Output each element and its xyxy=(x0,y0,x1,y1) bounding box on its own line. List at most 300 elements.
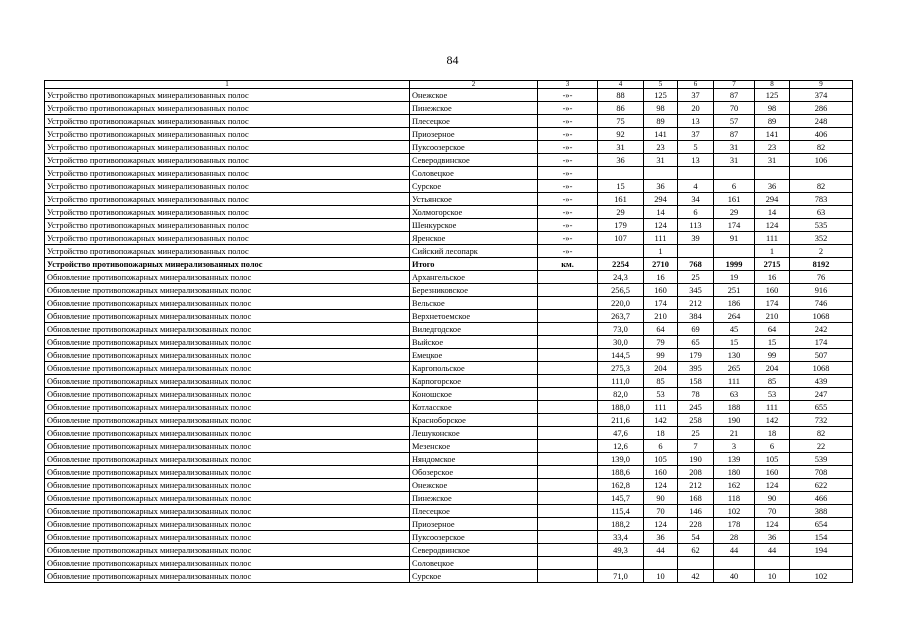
value-cell: 75 xyxy=(598,115,644,128)
total-cell: 106 xyxy=(790,154,853,167)
value-cell: 70 xyxy=(714,102,755,115)
value-cell: 30,0 xyxy=(598,336,644,349)
column-number: 6 xyxy=(678,81,714,89)
table-row xyxy=(45,336,853,349)
value-cell: 14 xyxy=(755,206,790,219)
value-cell: 275,3 xyxy=(598,362,644,375)
work-type-cell: Устройство противопожарных минерализованных полос xyxy=(45,128,410,141)
value-cell: 251 xyxy=(714,284,755,297)
work-type-cell: Устройство противопожарных минерализованных полос xyxy=(45,89,410,102)
total-cell: 1068 xyxy=(790,362,853,375)
table-row xyxy=(45,518,853,531)
value-cell: 53 xyxy=(644,388,678,401)
work-type-cell: Обновление противопожарных минерализованных полос xyxy=(45,557,410,570)
unit-cell xyxy=(538,544,598,557)
unit-cell xyxy=(538,492,598,505)
value-cell: 174 xyxy=(714,219,755,232)
unit-cell: -»- xyxy=(538,102,598,115)
value-cell: 102 xyxy=(714,505,755,518)
unit-cell: -»- xyxy=(538,206,598,219)
total-cell xyxy=(790,557,853,570)
value-cell: 111,0 xyxy=(598,375,644,388)
value-cell: 5 xyxy=(678,141,714,154)
work-type-cell: Обновление противопожарных минерализованных полос xyxy=(45,323,410,336)
value-cell xyxy=(714,167,755,180)
value-cell: 90 xyxy=(644,492,678,505)
value-cell: 220,0 xyxy=(598,297,644,310)
work-type-cell: Устройство противопожарных минерализованных полос xyxy=(45,232,410,245)
value-cell: 90 xyxy=(755,492,790,505)
value-cell xyxy=(755,557,790,570)
table-row xyxy=(45,284,853,297)
total-cell: 154 xyxy=(790,531,853,544)
value-cell: 92 xyxy=(598,128,644,141)
total-cell: 286 xyxy=(790,102,853,115)
unit-cell: -»- xyxy=(538,167,598,180)
unit-cell: -»- xyxy=(538,232,598,245)
value-cell: 124 xyxy=(644,219,678,232)
work-type-cell: Обновление противопожарных минерализованных полос xyxy=(45,297,410,310)
total-cell: 174 xyxy=(790,336,853,349)
value-cell: 91 xyxy=(714,232,755,245)
forestry-cell: Онежское xyxy=(410,89,538,102)
value-cell: 161 xyxy=(598,193,644,206)
total-cell: 374 xyxy=(790,89,853,102)
table-total-row xyxy=(45,258,853,271)
value-cell: 208 xyxy=(678,466,714,479)
unit-cell xyxy=(538,531,598,544)
value-cell: 69 xyxy=(678,323,714,336)
column-number: 7 xyxy=(714,81,755,89)
value-cell: 118 xyxy=(714,492,755,505)
total-cell: 352 xyxy=(790,232,853,245)
unit-cell xyxy=(538,388,598,401)
unit-cell xyxy=(538,310,598,323)
value-cell: 20 xyxy=(678,102,714,115)
unit-cell: -»- xyxy=(538,128,598,141)
column-number-row xyxy=(45,81,853,89)
work-type-cell: Устройство противопожарных минерализованных полос xyxy=(45,206,410,219)
value-cell: 65 xyxy=(678,336,714,349)
value-cell: 160 xyxy=(755,284,790,297)
unit-cell xyxy=(538,375,598,388)
value-cell: 1 xyxy=(644,245,678,258)
table-row xyxy=(45,154,853,167)
value-cell: 88 xyxy=(598,89,644,102)
value-cell: 105 xyxy=(644,453,678,466)
value-cell: 124 xyxy=(755,479,790,492)
value-cell: 256,5 xyxy=(598,284,644,297)
table-row xyxy=(45,362,853,375)
work-type-cell: Устройство противопожарных минерализованных полос xyxy=(45,102,410,115)
value-cell: 87 xyxy=(714,128,755,141)
total-cell: 8192 xyxy=(790,258,853,271)
value-cell: 87 xyxy=(714,89,755,102)
work-type-cell: Обновление противопожарных минерализованных полос xyxy=(45,401,410,414)
unit-cell xyxy=(538,362,598,375)
table-row xyxy=(45,388,853,401)
value-cell: 190 xyxy=(714,414,755,427)
unit-cell xyxy=(538,479,598,492)
table-row xyxy=(45,128,853,141)
value-cell: 36 xyxy=(598,154,644,167)
value-cell: 124 xyxy=(755,518,790,531)
value-cell: 190 xyxy=(678,453,714,466)
table-row xyxy=(45,505,853,518)
value-cell: 111 xyxy=(644,401,678,414)
value-cell: 115,4 xyxy=(598,505,644,518)
value-cell xyxy=(598,245,644,258)
forestry-cell: Красноборское xyxy=(410,414,538,427)
forestry-cell: Шенкурское xyxy=(410,219,538,232)
table-row xyxy=(45,167,853,180)
value-cell: 53 xyxy=(755,388,790,401)
value-cell: 21 xyxy=(714,427,755,440)
value-cell: 211,6 xyxy=(598,414,644,427)
value-cell: 44 xyxy=(644,544,678,557)
total-cell: 654 xyxy=(790,518,853,531)
value-cell: 64 xyxy=(644,323,678,336)
unit-cell xyxy=(538,466,598,479)
value-cell: 142 xyxy=(755,414,790,427)
column-number: 3 xyxy=(538,81,598,89)
value-cell: 18 xyxy=(644,427,678,440)
value-cell: 174 xyxy=(755,297,790,310)
work-type-cell: Устройство противопожарных минерализованных полос xyxy=(45,245,410,258)
value-cell: 34 xyxy=(678,193,714,206)
value-cell: 7 xyxy=(678,440,714,453)
work-type-cell: Обновление противопожарных минерализованных полос xyxy=(45,440,410,453)
table-row xyxy=(45,102,853,115)
unit-cell xyxy=(538,570,598,583)
value-cell: 31 xyxy=(644,154,678,167)
work-type-cell: Обновление противопожарных минерализованных полос xyxy=(45,362,410,375)
value-cell: 188,2 xyxy=(598,518,644,531)
table-row xyxy=(45,557,853,570)
table-row xyxy=(45,310,853,323)
column-number: 5 xyxy=(644,81,678,89)
value-cell: 4 xyxy=(678,180,714,193)
value-cell: 62 xyxy=(678,544,714,557)
table-row xyxy=(45,349,853,362)
value-cell: 130 xyxy=(714,349,755,362)
value-cell: 141 xyxy=(644,128,678,141)
forestry-cell: Итого xyxy=(410,258,538,271)
value-cell: 263,7 xyxy=(598,310,644,323)
total-cell: 539 xyxy=(790,453,853,466)
value-cell: 31 xyxy=(755,154,790,167)
unit-cell xyxy=(538,401,598,414)
table-row xyxy=(45,401,853,414)
unit-cell xyxy=(538,336,598,349)
work-type-cell: Обновление противопожарных минерализованных полос xyxy=(45,531,410,544)
total-cell: 247 xyxy=(790,388,853,401)
total-cell: 82 xyxy=(790,180,853,193)
value-cell: 31 xyxy=(714,154,755,167)
value-cell: 111 xyxy=(644,232,678,245)
value-cell: 186 xyxy=(714,297,755,310)
work-type-cell: Устройство противопожарных минерализованных полос xyxy=(45,115,410,128)
data-table xyxy=(44,80,853,583)
table-row xyxy=(45,232,853,245)
forestry-cell: Вельское xyxy=(410,297,538,310)
value-cell: 6 xyxy=(755,440,790,453)
work-type-cell: Устройство противопожарных минерализованных полос xyxy=(45,141,410,154)
table-row xyxy=(45,570,853,583)
value-cell: 36 xyxy=(755,180,790,193)
value-cell: 178 xyxy=(714,518,755,531)
value-cell: 16 xyxy=(755,271,790,284)
total-cell: 82 xyxy=(790,141,853,154)
value-cell: 13 xyxy=(678,115,714,128)
value-cell: 12,6 xyxy=(598,440,644,453)
value-cell: 18 xyxy=(755,427,790,440)
value-cell: 24,3 xyxy=(598,271,644,284)
unit-cell xyxy=(538,505,598,518)
value-cell: 768 xyxy=(678,258,714,271)
value-cell: 47,6 xyxy=(598,427,644,440)
work-type-cell: Обновление противопожарных минерализованных полос xyxy=(45,310,410,323)
table-row xyxy=(45,323,853,336)
value-cell: 25 xyxy=(678,271,714,284)
value-cell: 294 xyxy=(644,193,678,206)
value-cell: 158 xyxy=(678,375,714,388)
forestry-cell: Устьянское xyxy=(410,193,538,206)
forestry-cell: Каргопольское xyxy=(410,362,538,375)
value-cell: 1 xyxy=(755,245,790,258)
forestry-cell: Пинежское xyxy=(410,102,538,115)
value-cell: 245 xyxy=(678,401,714,414)
value-cell: 105 xyxy=(755,453,790,466)
unit-cell xyxy=(538,440,598,453)
work-type-cell: Обновление противопожарных минерализованных полос xyxy=(45,414,410,427)
table-row xyxy=(45,193,853,206)
unit-cell: км. xyxy=(538,258,598,271)
value-cell: 15 xyxy=(598,180,644,193)
work-type-cell: Обновление противопожарных минерализованных полос xyxy=(45,544,410,557)
forestry-cell: Приозерное xyxy=(410,128,538,141)
value-cell: 212 xyxy=(678,479,714,492)
value-cell: 144,5 xyxy=(598,349,644,362)
value-cell: 13 xyxy=(678,154,714,167)
forestry-cell: Виледгодское xyxy=(410,323,538,336)
forestry-cell: Коношское xyxy=(410,388,538,401)
total-cell: 388 xyxy=(790,505,853,518)
forestry-cell: Выйское xyxy=(410,336,538,349)
value-cell: 19 xyxy=(714,271,755,284)
table-row xyxy=(45,466,853,479)
value-cell: 15 xyxy=(755,336,790,349)
column-number: 4 xyxy=(598,81,644,89)
total-cell: 194 xyxy=(790,544,853,557)
value-cell: 210 xyxy=(644,310,678,323)
work-type-cell: Устройство противопожарных минерализованных полос xyxy=(45,154,410,167)
column-number: 9 xyxy=(790,81,853,89)
value-cell: 44 xyxy=(714,544,755,557)
unit-cell: -»- xyxy=(538,180,598,193)
work-type-cell: Обновление противопожарных минерализованных полос xyxy=(45,284,410,297)
forestry-cell: Верхнетоемское xyxy=(410,310,538,323)
total-cell xyxy=(790,167,853,180)
table-row xyxy=(45,453,853,466)
value-cell: 188 xyxy=(714,401,755,414)
value-cell: 294 xyxy=(755,193,790,206)
forestry-cell: Карпогорское xyxy=(410,375,538,388)
forestry-cell: Плесецкое xyxy=(410,505,538,518)
column-number: 1 xyxy=(45,81,410,89)
unit-cell: -»- xyxy=(538,245,598,258)
unit-cell: -»- xyxy=(538,141,598,154)
table-row xyxy=(45,89,853,102)
value-cell: 37 xyxy=(678,89,714,102)
value-cell xyxy=(678,557,714,570)
value-cell xyxy=(644,557,678,570)
value-cell: 36 xyxy=(644,180,678,193)
forestry-cell: Сийский лесопарк xyxy=(410,245,538,258)
forestry-cell: Емецкое xyxy=(410,349,538,362)
value-cell: 78 xyxy=(678,388,714,401)
unit-cell xyxy=(538,323,598,336)
value-cell: 111 xyxy=(714,375,755,388)
total-cell: 622 xyxy=(790,479,853,492)
total-cell: 2 xyxy=(790,245,853,258)
total-cell: 535 xyxy=(790,219,853,232)
value-cell: 264 xyxy=(714,310,755,323)
work-type-cell: Устройство противопожарных минерализованных полос xyxy=(45,167,410,180)
value-cell: 37 xyxy=(678,128,714,141)
unit-cell xyxy=(538,557,598,570)
value-cell: 188,6 xyxy=(598,466,644,479)
table-row xyxy=(45,414,853,427)
value-cell: 71,0 xyxy=(598,570,644,583)
total-cell: 63 xyxy=(790,206,853,219)
value-cell: 36 xyxy=(755,531,790,544)
forestry-cell: Обозерское xyxy=(410,466,538,479)
work-type-cell: Обновление противопожарных минерализованных полос xyxy=(45,518,410,531)
value-cell: 31 xyxy=(598,141,644,154)
value-cell xyxy=(678,167,714,180)
unit-cell xyxy=(538,271,598,284)
value-cell: 160 xyxy=(644,284,678,297)
work-type-cell: Обновление противопожарных минерализованных полос xyxy=(45,336,410,349)
value-cell: 82,0 xyxy=(598,388,644,401)
value-cell: 2710 xyxy=(644,258,678,271)
work-type-cell: Устройство противопожарных минерализованных полос xyxy=(45,219,410,232)
table-row xyxy=(45,297,853,310)
total-cell: 102 xyxy=(790,570,853,583)
value-cell: 14 xyxy=(644,206,678,219)
unit-cell xyxy=(538,349,598,362)
value-cell: 99 xyxy=(755,349,790,362)
unit-cell xyxy=(538,297,598,310)
value-cell: 45 xyxy=(714,323,755,336)
unit-cell xyxy=(538,518,598,531)
value-cell: 99 xyxy=(644,349,678,362)
value-cell: 89 xyxy=(755,115,790,128)
value-cell: 179 xyxy=(678,349,714,362)
value-cell xyxy=(598,557,644,570)
value-cell: 29 xyxy=(598,206,644,219)
value-cell: 174 xyxy=(644,297,678,310)
value-cell: 162 xyxy=(714,479,755,492)
value-cell: 162,8 xyxy=(598,479,644,492)
value-cell: 265 xyxy=(714,362,755,375)
forestry-cell: Сурское xyxy=(410,570,538,583)
value-cell xyxy=(678,245,714,258)
total-cell: 439 xyxy=(790,375,853,388)
value-cell: 161 xyxy=(714,193,755,206)
table-row xyxy=(45,375,853,388)
value-cell: 345 xyxy=(678,284,714,297)
forestry-cell: Пуксоозерское xyxy=(410,141,538,154)
value-cell: 141 xyxy=(755,128,790,141)
work-type-cell: Обновление противопожарных минерализованных полос xyxy=(45,427,410,440)
unit-cell: -»- xyxy=(538,193,598,206)
table-row xyxy=(45,180,853,193)
unit-cell xyxy=(538,284,598,297)
work-type-cell: Обновление противопожарных минерализованных полос xyxy=(45,570,410,583)
forestry-cell: Лешуконское xyxy=(410,427,538,440)
value-cell: 85 xyxy=(755,375,790,388)
value-cell: 2715 xyxy=(755,258,790,271)
value-cell: 70 xyxy=(644,505,678,518)
total-cell: 916 xyxy=(790,284,853,297)
unit-cell: -»- xyxy=(538,219,598,232)
value-cell: 29 xyxy=(714,206,755,219)
value-cell: 89 xyxy=(644,115,678,128)
value-cell: 57 xyxy=(714,115,755,128)
forestry-cell: Соловецкое xyxy=(410,557,538,570)
work-type-cell: Обновление противопожарных минерализованных полос xyxy=(45,375,410,388)
page-number: 84 xyxy=(446,53,459,67)
table-row xyxy=(45,544,853,557)
value-cell: 42 xyxy=(678,570,714,583)
value-cell: 73,0 xyxy=(598,323,644,336)
value-cell: 160 xyxy=(644,466,678,479)
work-type-cell: Устройство противопожарных минерализованных полос xyxy=(45,193,410,206)
table-row xyxy=(45,115,853,128)
total-cell: 783 xyxy=(790,193,853,206)
total-cell: 746 xyxy=(790,297,853,310)
value-cell: 228 xyxy=(678,518,714,531)
table-row xyxy=(45,219,853,232)
work-type-cell: Обновление противопожарных минерализованных полос xyxy=(45,492,410,505)
table-row xyxy=(45,271,853,284)
value-cell: 113 xyxy=(678,219,714,232)
value-cell: 124 xyxy=(755,219,790,232)
value-cell: 23 xyxy=(755,141,790,154)
value-cell: 111 xyxy=(755,232,790,245)
table-row xyxy=(45,479,853,492)
value-cell: 39 xyxy=(678,232,714,245)
value-cell: 384 xyxy=(678,310,714,323)
total-cell: 76 xyxy=(790,271,853,284)
unit-cell: -»- xyxy=(538,154,598,167)
total-cell: 655 xyxy=(790,401,853,414)
value-cell: 98 xyxy=(644,102,678,115)
value-cell: 16 xyxy=(644,271,678,284)
forestry-cell: Сурское xyxy=(410,180,538,193)
value-cell: 44 xyxy=(755,544,790,557)
value-cell: 10 xyxy=(644,570,678,583)
total-cell: 732 xyxy=(790,414,853,427)
value-cell: 28 xyxy=(714,531,755,544)
table-row xyxy=(45,206,853,219)
work-type-cell: Устройство противопожарных минерализованных полос xyxy=(45,258,410,271)
forestry-cell: Соловецкое xyxy=(410,167,538,180)
value-cell: 142 xyxy=(644,414,678,427)
table-row xyxy=(45,531,853,544)
